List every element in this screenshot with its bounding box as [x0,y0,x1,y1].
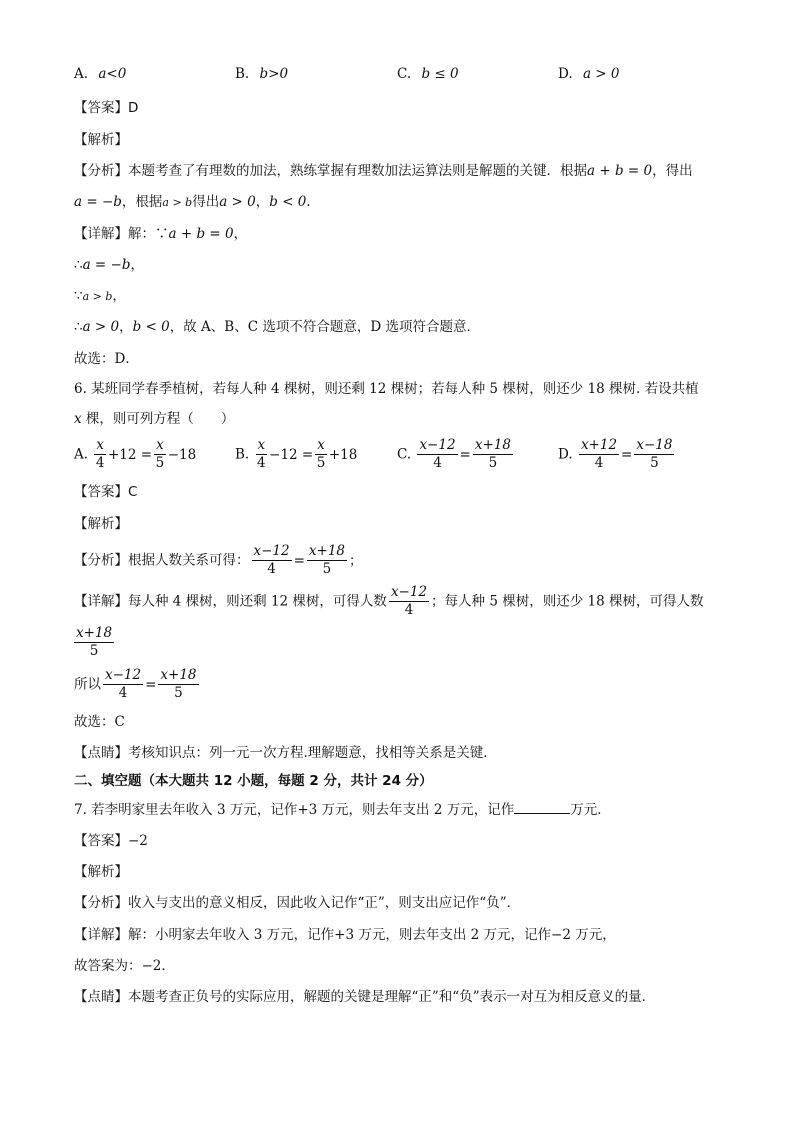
q6-option-b: B. $\frac{x}{4}$ −12 = $\frac{x}{5}$ +18 [235,437,358,471]
fraction: $\frac{x+18}{5}$ [474,437,511,471]
q6-suoyi: 所以 $\frac{x-12}{4}$ = $\frac{x+18}{5}$ [74,667,197,701]
q7-analysis-label: 【解析】 [74,864,128,880]
fraction: $\frac{x-12}{4}$ [419,437,456,471]
fraction: $\frac{x}{5}$ [155,437,165,471]
q6-fenxi: 【分析】根据人数关系可得： $\frac{x-12}{4}$ = $\frac{x+18}{5}$ ； [74,543,363,577]
q5-step3: ∴a > 0，b < 0，故 A、B、C 选项不符合题意，D 选项符合题意． [74,319,480,335]
q6-final: 故选：C [74,714,125,730]
fraction: $\frac{x-12}{4}$ [253,543,290,577]
q7-fenxi: 【分析】收入与支出的意义相反，因此收入记作“正”，则支出应记作“负”． [74,895,521,911]
q6-analysis-label: 【解析】 [74,516,128,532]
fraction: $\frac{x-12}{4}$ [390,584,428,618]
q6-option-d: D. $\frac{x+12}{4}$ = $\frac{x-18}{5}$ [558,437,673,471]
q5-option-a: A. a<0 [74,66,127,82]
answer-blank[interactable] [514,801,570,814]
fraction: $\frac{x-12}{4}$ [105,667,142,701]
q5-option-b: B. b>0 [235,66,289,82]
q6-xiangjie-cont [74,625,116,660]
q5-fenxi-line2: a = −b，根据a > b得出a > 0，b < 0． [74,194,320,210]
fraction: $\frac{x}{5}$ [316,437,326,471]
q7-answer: 【答案】−2 [74,833,148,849]
q7-final: 故答案为：−2． [74,958,175,974]
q7-dianjing: 【点睛】本题考查正负号的实际应用，解题的关键是理解“正”和“负”表示一对互为相反意义的量． [74,989,656,1005]
fraction: $\frac{x}{4}$ [257,437,266,471]
fraction: $\frac{x-18}{5}$ [636,437,673,471]
q6-stem-line2: x 棵，则可列方程（ ） [74,411,235,427]
q5-option-d: D. a > 0 [558,66,620,82]
q6-answer: 【答案】C [74,484,138,500]
q5-step2: ∵a > b， [74,288,126,304]
q5-final: 故选：D． [74,351,139,367]
q6-dianjing: 【点睛】考核知识点：列一元一次方程.理解题意，找相等关系是关键. [74,745,488,761]
q6-xiangjie: 【详解】每人种 4 棵树，则还剩 12 棵树，可得人数 $\frac{x-12}{4}$ ；每人种 5 棵树，则还少 18 棵树，可得人数 [74,584,704,618]
q5-analysis-label: 【解析】 [74,132,128,148]
fraction: $\frac{x+12}{4}$ [580,437,618,471]
q5-fenxi-line1: 【分析】本题考查了有理数的加法，熟练掌握有理数加法运算法则是解题的关键．根据a + b = 0，得出 [74,163,693,179]
q6-stem-line1: 6. 某班同学春季植树，若每人种 4 棵树，则还剩 12 棵树；若每人种 5 棵树，则还少 18 棵树. 若设共植 [74,381,699,397]
q5-step1: ∴a = −b， [74,257,144,273]
fraction: $\frac{x}{4}$ [95,437,105,471]
q7-stem: 7. 若李明家里去年收入 3 万元，记作+3 万元，则去年支出 2 万元，记作 万元． [74,802,611,818]
q6-option-a: A. $\frac{x}{4}$ +12 = $\frac{x}{5}$ −18 [74,437,197,471]
q5-option-c: C. b ≤ 0 [397,66,459,82]
q5-xiangjie: 【详解】解：∵a + b = 0， [74,226,248,242]
section-title: 二、填空题（本大题共 12 小题，每题 2 分，共计 24 分） [74,773,433,789]
fraction: $\frac{x+18}{5}$ [76,625,113,659]
q5-answer: 【答案】D [74,100,139,116]
fraction: $\frac{x+18}{5}$ [160,667,197,701]
q6-option-c: C. $\frac{x-12}{4}$ = $\frac{x+18}{5}$ [397,437,511,471]
fraction: $\frac{x+18}{5}$ [308,543,346,577]
q7-xiangjie: 【详解】解：小明家去年收入 3 万元，记作+3 万元，则去年支出 2 万元，记作−2 万元， [74,927,616,943]
